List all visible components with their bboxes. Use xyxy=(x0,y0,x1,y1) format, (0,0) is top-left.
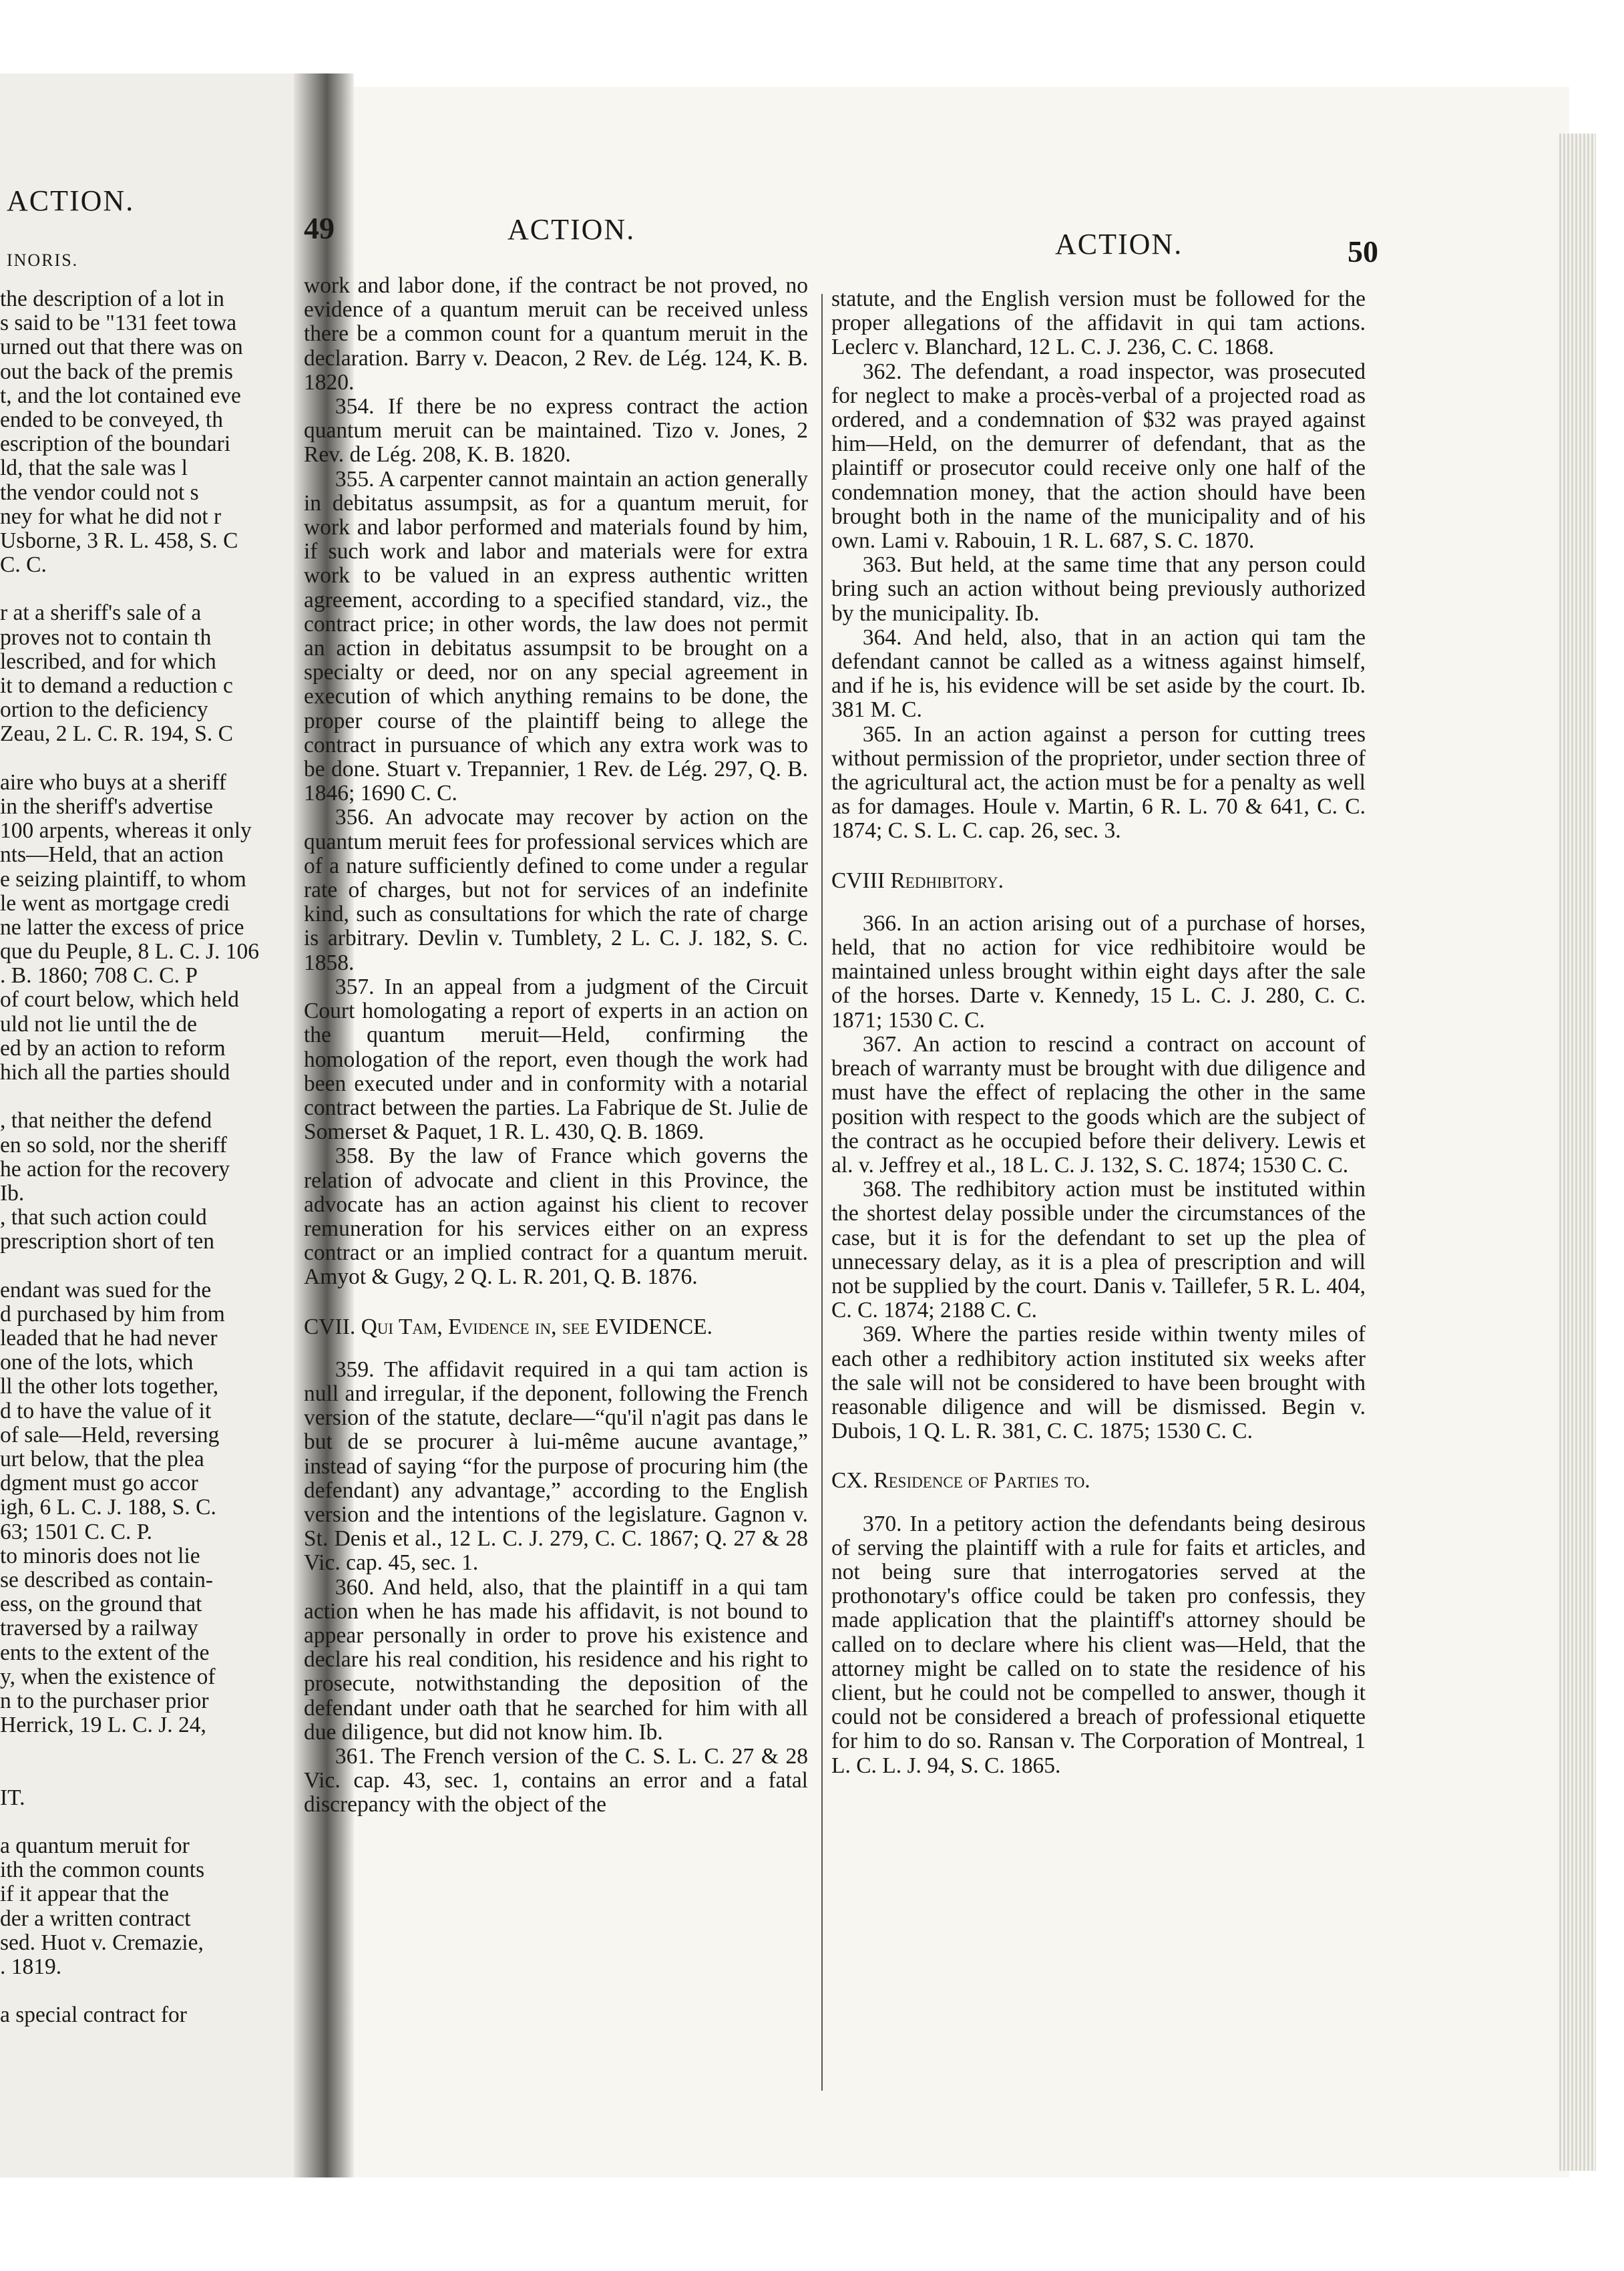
case-paragraph: 360. And held, also, that the plaintiff in a qui tam action when he has made his affidavit, is not bound to appear personally in order to prove his existence and declare his real condition, his residence and his right to prosecute, notwithstanding the deposition of the defendant under oath that he searched for him with all due diligence, but did not know him. Ib. xyxy=(304,1574,808,1745)
left-page-line: Herrick, 19 L. C. J. 24, xyxy=(0,1713,206,1738)
left-page-line xyxy=(0,577,287,601)
left-page-line: it to demand a reduction c xyxy=(0,673,233,698)
left-page-line: Usborne, 3 R. L. 458, S. C xyxy=(0,528,238,553)
left-page-line: s said to be "131 feet towa xyxy=(0,311,237,336)
left-page-line: uld not lie until the de xyxy=(0,1011,197,1037)
left-page-line: se described as contain- xyxy=(0,1567,214,1592)
left-page-line xyxy=(0,747,287,771)
right-page-number: 50 xyxy=(1348,234,1378,269)
left-page-line: a quantum meruit for xyxy=(0,1833,190,1858)
case-paragraph: 363. But held, at the same time that any person could bring such an action without being previously authorized by the municipality. Ib. xyxy=(831,552,1366,626)
left-page-line: in the sheriff's advertise xyxy=(0,794,213,819)
left-page-line: proves not to contain th xyxy=(0,625,212,650)
left-page-line: lescribed, and for which xyxy=(0,649,216,674)
left-running-head: ACTION. xyxy=(508,213,636,246)
case-paragraph: 355. A carpenter cannot maintain an action generally in debitatus assumpsit, as for a quantum meruit, for work and labor performed and materials found by him, if such work and labor and materials were for extra work to be valued in an express authentic written agreement, according to a specified standard, viz., the contract price; in other words, the law does not permit an action in debitatus assumpsit to be brought on a specialty or deed, nor on any special agreement in execution of which anything remains to be done, the proper course of the plaintiff being to allege the contract in pursuance of which any extra work was to be done. Stuart v. Trepannier, 1 Rev. de Lég. 297, Q. B. 1846; 1690 C. C. xyxy=(304,466,808,806)
left-page-text xyxy=(0,287,287,2028)
left-page-number: 49 xyxy=(304,211,335,245)
case-paragraph: 358. By the law of France which governs the relation of advocate and client in this Province, the advocate has an action against his client to recover remuneration for his services either on an express contract or an implied contract for a quantum meruit. Amyot & Gugy, 2 Q. L. R. 201, Q. B. 1876. xyxy=(304,1144,808,1290)
left-page-line: der a written contract xyxy=(0,1906,191,1931)
left-page-line: en so sold, nor the sheriff xyxy=(0,1132,227,1158)
left-page-line: of court below, which held xyxy=(0,987,239,1013)
left-page-line: the vendor could not s xyxy=(0,480,199,505)
left-page-line: to minoris does not lie xyxy=(0,1543,200,1568)
left-page-line: d to have the value of it xyxy=(0,1398,212,1423)
left-page-line: C. C. xyxy=(0,552,47,578)
left-page-line: urt below, that the plea xyxy=(0,1447,204,1471)
left-page-line: ith the common counts xyxy=(0,1858,205,1883)
left-page-line: ess, on the ground that xyxy=(0,1592,202,1617)
left-page-line: leaded that he had never xyxy=(0,1326,218,1351)
left-page-line: Zeau, 2 L. C. R. 194, S. C xyxy=(0,721,233,747)
left-page-line: , that neither the defend xyxy=(0,1108,212,1133)
left-page-line: igh, 6 L. C. J. 188, S. C. xyxy=(0,1495,216,1520)
left-page-line: if it appear that the xyxy=(0,1882,170,1907)
left-page-line: d purchased by him from xyxy=(0,1301,225,1327)
left-page-line xyxy=(0,1085,287,1109)
left-page-line: ents to the extent of the xyxy=(0,1640,210,1665)
left-page-line xyxy=(0,1254,287,1278)
left-page-line: t, and the lot contained eve xyxy=(0,383,241,408)
left-page-line: sed. Huot v. Cremazie, xyxy=(0,1930,204,1955)
left-page-line xyxy=(0,1810,287,1834)
case-paragraph: 365. In an action against a person for cutting trees without permission of the proprietor, under section three of the agricultural act, the action must be for a penalty as well as for damages. Houle v. Martin, 6 R. L. 70 & 641, C. C. 1874; C. S. L. C. cap. 26, sec. 3. xyxy=(831,721,1366,844)
left-page-line: IT. xyxy=(0,1785,25,1810)
left-page-line xyxy=(0,1761,287,1785)
left-page-line: dgment must go accor xyxy=(0,1471,198,1496)
left-page-line: nts—Held, that an action xyxy=(0,842,224,868)
left-page-running-head: ACTION. xyxy=(7,184,135,217)
case-paragraph: 362. The defendant, a road inspector, was prosecuted for neglect to make a procès-verbal of a projected road as ordered, and a condemnation of $32 was prayed against him—Held, on the demurrer of defendant, that as the plaintiff or prosecutor could receive only one half of the condemnation money, that the action should have been brought both in the name of the municipality and of his own. Lami v. Rabouin, 1 R. L. 687, S. C. 1870. xyxy=(831,359,1366,554)
left-page-line: he action for the recovery xyxy=(0,1156,230,1182)
left-page-line xyxy=(0,1979,287,2003)
case-paragraph: 359. The affidavit required in a qui tam action is null and irregular, if the deponent, following the French version of the statute, declare—“qu'il n'agit pas dans le but de se procurer à lui-même aucune avantage,” instead of saying “for the purpose of procuring him (the defendant) any advantage,” according to the English version and the intentions of the legislature. Gagnon v. St. Denis et al., 12 L. C. J. 279, C. C. 1867; Q. 27 & 28 Vic. cap. 45, sec. 1. xyxy=(304,1357,808,1576)
case-paragraph: 354. If there be no express contract the action quantum meruit can be maintained. Tizo v. Jones, 2 Rev. de Lég. 208, K. B. 1820. xyxy=(304,394,808,468)
left-page-line: endant was sued for the xyxy=(0,1277,212,1302)
case-paragraph: 367. An action to rescind a contract on account of breach of warranty must be brought with due diligence and must have the effect of replacing the other in the same position with respect to the goods which are the subject of the contract as he occupied before their delivery. Lewis et al. v. Jeffrey et al., 18 L. C. J. 132, S. C. 1874; 1530 C. C. xyxy=(831,1031,1366,1178)
left-page-line xyxy=(0,1737,287,1761)
left-page-line: escription of the boundari xyxy=(0,431,231,457)
case-paragraph: work and labor done, if the contract be not proved, no evidence of a quantum meruit can be received unless there be a common count for a quantum meruit in the declaration. Barry v. Deacon, 2 Rev. de Lég. 124, K. B. 1820. xyxy=(304,273,808,395)
left-page-line: ld, that the sale was l xyxy=(0,456,188,481)
left-page-subhead: INORIS. xyxy=(7,250,79,270)
column-rule xyxy=(821,294,823,2091)
left-page-line: ed by an action to reform xyxy=(0,1035,226,1061)
left-page-line: , that such action could xyxy=(0,1205,207,1230)
left-page-line: ended to be conveyed, th xyxy=(0,407,223,432)
left-page-line: le went as mortgage credi xyxy=(0,890,230,916)
column-one xyxy=(304,274,808,1817)
case-paragraph: 369. Where the parties reside within twenty miles of each other a redhibitory action instituted six weeks after the sale will not be considered to have been brought with reasonable diligence and will be dismissed. Begin v. Dubois, 1 Q. L. R. 381, C. C. 1875; 1530 C. C. xyxy=(831,1322,1366,1444)
left-page-line: out the back of the premis xyxy=(0,359,233,384)
case-paragraph: 357. In an appeal from a judgment of the Circuit Court homologating a report of experts in an action on the quantum meruit—Held, confirming the homologation of the report, even though the work had been executed under and in conformity with a notarial contract between the parties. La Fabrique de St. Julie de Somerset & Paquet, 1 R. L. 430, Q. B. 1869. xyxy=(304,974,808,1145)
left-page-line: r at a sheriff's sale of a xyxy=(0,600,202,626)
left-page-line: 100 arpents, whereas it only xyxy=(0,818,252,844)
left-page-line: ney for what he did not r xyxy=(0,504,222,529)
case-paragraph: 370. In a petitory action the defendants being desirous of serving the plaintiff with a rule for faits et articles, and not being sure that interrogatories served at the prothonotary's office could be taken pro confessis, they made application that the plaintiff's attorney should be called on to declare where his client was—Held, that the attorney might be called on to state the residence of his client, but he could not be compelled to answer, though it could not be considered a breach of professional etiquette for him to do so. Ransan v. The Corporation of Montreal, 1 L. C. L. J. 94, S. C. 1865. xyxy=(831,1511,1366,1778)
case-paragraph: statute, and the English version must be followed for the proper allegations of the affidavit in qui tam actions. Leclerc v. Blanchard, 12 L. C. J. 236, C. C. 1868. xyxy=(831,287,1366,360)
column-two xyxy=(831,287,1366,1778)
section-heading: CVIII Redhibitory. xyxy=(831,868,1004,893)
left-page-line: of sale—Held, reversing xyxy=(0,1422,220,1447)
case-paragraph: 364. And held, also, that in an action qui tam the defendant cannot be called as a witness against himself, and if he is, his evidence will be set aside by the court. Ib. 381 M. C. xyxy=(831,625,1366,723)
left-page-line: the description of a lot in xyxy=(0,287,224,311)
case-paragraph: 356. An advocate may recover by action on the quantum meruit fees for professional services which are of a nature sufficiently defined to come under a regular rate of charges, but not for services of an indefinite kind, such as consultations for which the rate of charge is arbitrary. Devlin v. Tumblety, 2 L. C. J. 182, S. C. 1858. xyxy=(304,805,808,975)
left-page-line: . 1819. xyxy=(0,1954,62,1979)
left-page-line: Ib. xyxy=(0,1180,25,1206)
case-paragraph: 366. In an action arising out of a purchase of horses, held, that no action for vice redhibitoire would be maintained unless brought within eight days after the sale of the horses. Darte v. Kennedy, 15 L. C. J. 280, C. C. 1871; 1530 C. C. xyxy=(831,910,1366,1033)
left-page-line: que du Peuple, 8 L. C. J. 106 xyxy=(0,939,260,965)
left-page-line: . B. 1860; 708 C. C. P xyxy=(0,963,198,989)
left-page-line: hich all the parties should xyxy=(0,1060,230,1085)
case-paragraph: 361. The French version of the C. S. L. C. 27 & 28 Vic. cap. 43, sec. 1, contains an error and a fatal discrepancy with the object of the xyxy=(304,1743,808,1817)
left-page-line: n to the purchaser prior xyxy=(0,1688,209,1713)
page-edges xyxy=(1559,134,1596,2171)
left-page-line: ortion to the deficiency xyxy=(0,697,208,723)
left-page-line: ne latter the excess of price xyxy=(0,914,244,940)
section-heading: CVII. Qui Tam, Evidence in, see EVIDENCE. xyxy=(304,1314,713,1339)
left-page-line: ll the other lots together, xyxy=(0,1374,219,1399)
left-page-line: one of the lots, which xyxy=(0,1350,194,1375)
case-paragraph: 368. The redhibitory action must be instituted within the shortest delay possible under the circumstances of the case, but it is for the defendant to set up the plea of unnecessary delay, as it is a plea of prescription and will not be supplied by the court. Danis v. Taillefer, 5 R. L. 404, C. C. 1874; 2188 C. C. xyxy=(831,1177,1366,1323)
left-page-line: traversed by a railway xyxy=(0,1616,198,1641)
right-running-head: ACTION. xyxy=(1055,228,1183,260)
left-page-line: a special contract for xyxy=(0,2002,187,2028)
left-page-line: aire who buys at a sheriff xyxy=(0,769,226,795)
section-heading: CX. Residence of Parties to. xyxy=(831,1468,1090,1494)
left-page-line: e seizing plaintiff, to whom xyxy=(0,866,246,892)
left-page-line: prescription short of ten xyxy=(0,1229,214,1254)
left-page-line: y, when the existence of xyxy=(0,1664,216,1689)
left-page-line: 63; 1501 C. C. P. xyxy=(0,1519,153,1544)
left-page-line: urned out that there was on xyxy=(0,335,243,360)
